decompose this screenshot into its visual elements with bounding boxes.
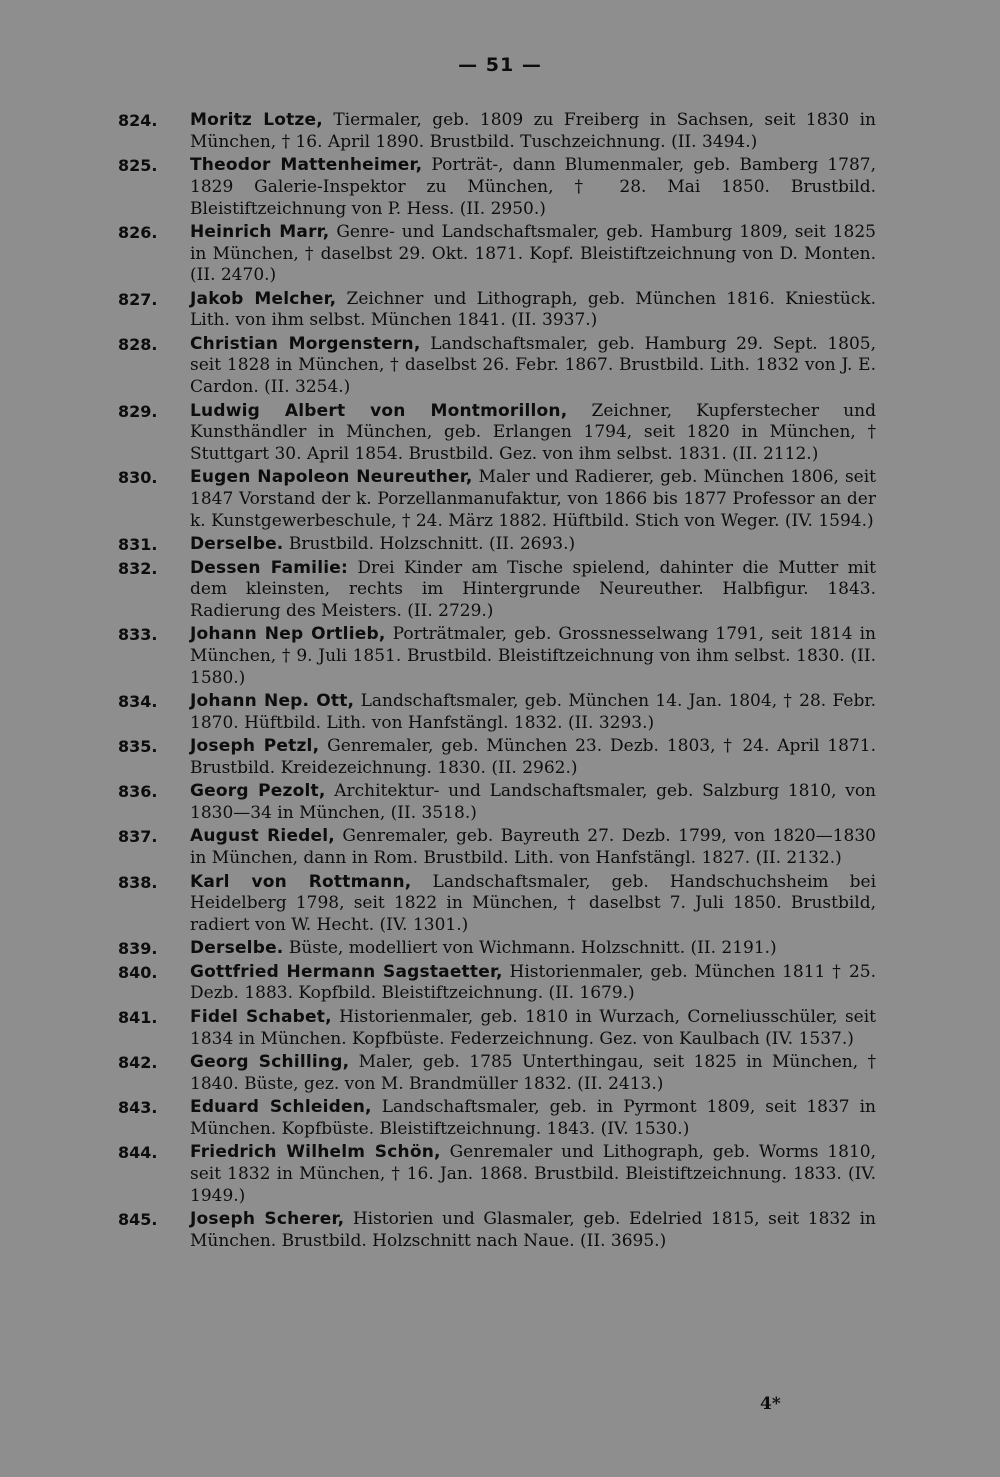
entry-description: Genremaler, geb. München 23. Dezb. 1803, † 24. April 1871. Brustbild. Kreidezeichnung. 1830. (II. 2962.) bbox=[190, 736, 876, 778]
entry-name: Moritz Lotze, bbox=[190, 110, 323, 130]
entry-description: Historien und Glasmaler, geb. Edelried 1815, seit 1832 in München. Brustbild. Holzschnitt nach Naue. (II. 3695.) bbox=[190, 1208, 876, 1251]
catalog-entry bbox=[118, 467, 876, 532]
entry-name: Joseph Petzl, bbox=[190, 736, 320, 757]
entry-number: 841. bbox=[118, 1007, 158, 1027]
entry-number: 828. bbox=[118, 334, 158, 354]
entry-name: Eduard Schleiden, bbox=[190, 1097, 372, 1117]
entry-description: Tiermaler, geb. 1809 zu Freiberg in Sachsen, seit 1830 in München, † 16. April 1890. Brustbild. Tuschzeichnung. (II. 3494.) bbox=[190, 110, 877, 152]
entry-name: Georg Pezolt, bbox=[190, 781, 326, 802]
catalog-entry bbox=[118, 1142, 876, 1207]
entry-number: 831. bbox=[118, 535, 158, 555]
entry-number: 844. bbox=[118, 1143, 158, 1163]
entry-number: 840. bbox=[118, 962, 158, 982]
entry-name: Ludwig Albert von Montmorillon, bbox=[190, 400, 568, 421]
entry-number: 845. bbox=[118, 1209, 158, 1229]
catalog-entry bbox=[118, 534, 876, 556]
catalog-entry bbox=[118, 558, 876, 623]
entry-description: Landschaftsmaler, geb. in Pyrmont 1809, seit 1837 in München. Kopfbüste. Bleistiftzeichnung. 1843. (IV. 1530.) bbox=[190, 1097, 877, 1139]
catalog-entry bbox=[118, 1209, 876, 1252]
catalog-entry bbox=[118, 1097, 876, 1140]
entry-number: 826. bbox=[118, 222, 158, 242]
entry-description: Historienmaler, geb. 1810 in Wurzach, Corneliusschüler, seit 1834 in München. Kopfbüste. Federzeichnung. Gez. von Kaulbach (IV. 1537.) bbox=[190, 1006, 876, 1049]
catalog-entry bbox=[118, 736, 876, 779]
entry-number: 835. bbox=[118, 737, 158, 757]
entry-description: Zeichner und Lithograph, geb. München 1816. Kniestück. Lith. von ihm selbst. München 1841. (II. 3937.) bbox=[190, 288, 876, 331]
catalog-entry bbox=[118, 222, 876, 287]
entry-name: Joseph Scherer, bbox=[190, 1208, 345, 1229]
entry-description: Büste, modelliert von Wichmann. Holzschnitt. (II. 2191.) bbox=[288, 938, 777, 959]
signature-mark: 4* bbox=[760, 1394, 781, 1414]
entry-number: 830. bbox=[118, 468, 158, 488]
catalog-entry bbox=[118, 872, 876, 937]
entry-number: 842. bbox=[118, 1052, 158, 1072]
page-number: — 51 — bbox=[458, 54, 542, 76]
entry-number: 836. bbox=[118, 782, 158, 802]
entry-name: Fidel Schabet, bbox=[190, 1006, 332, 1027]
entry-number: 825. bbox=[118, 156, 158, 176]
entry-number: 834. bbox=[118, 692, 158, 712]
catalog-entry bbox=[118, 289, 876, 332]
entry-number: 837. bbox=[118, 827, 158, 847]
catalog-entry bbox=[118, 691, 876, 734]
entry-name: Friedrich Wilhelm Schön, bbox=[190, 1142, 441, 1163]
entry-name: Jakob Melcher, bbox=[190, 288, 337, 309]
entry-description: Landschaftsmaler, geb. Handschuchsheim bei Heidelberg 1798, seit 1822 in München, † daselbst 7. Juli 1850. Brustbild, radiert von W. Hecht. (IV. 1301.) bbox=[190, 871, 877, 935]
entry-number: 827. bbox=[118, 289, 158, 309]
entry-description: Porträtmaler, geb. Grossnesselwang 1791, seit 1814 in München, † 9. Juli 1851. Brustbild. Bleistiftzeichnung von ihm selbst. 1830. (II. 1580.) bbox=[190, 624, 876, 688]
entry-name: Gottfried Hermann Sagstaetter, bbox=[190, 961, 503, 982]
entry-description: Zeichner, Kupferstecher und Kunsthändler in München, geb. Erlangen 1794, seit 1820 in München, † Stuttgart 30. April 1854. Brustbild. Gez. von ihm selbst. 1831. (II. 2112.) bbox=[190, 400, 876, 464]
entry-description: Genremaler und Lithograph, geb. Worms 1810, seit 1832 in München, † 16. Jan. 1868. Brustbild. Bleistiftzeichnung. 1833. (IV. 1949.) bbox=[190, 1142, 876, 1206]
catalog-entry bbox=[118, 938, 876, 960]
entry-description: Maler und Radierer, geb. München 1806, seit 1847 Vorstand der k. Porzellanmanufaktur, von 1866 bis 1877 Professor an der k. Kunstgewerbeschule, † 24. März 1882. Hüftbild. Stich von Weger. (IV. 1594.) bbox=[190, 467, 877, 531]
entry-name: Johann Nep. Ott, bbox=[190, 691, 355, 712]
entry-description: Porträt-, dann Blumenmaler, geb. Bamberg 1787, 1829 Galerie-Inspektor zu München, † 28. Mai 1850. Brustbild. Bleistiftzeichnung von P. Hess. (II. 2950.) bbox=[190, 155, 876, 219]
entry-description: Architektur- und Landschaftsmaler, geb. Salzburg 1810, von 1830—34 in München, (II. 3518.) bbox=[190, 781, 877, 824]
entry-description: Drei Kinder am Tische spielend, dahinter die Mutter mit dem kleinsten, rechts im Hintergrunde Neureuther. Halbfigur. 1843. Radierung des Meisters. (II. 2729.) bbox=[190, 557, 877, 621]
entry-description: Genremaler, geb. Bayreuth 27. Dezb. 1799, von 1820—1830 in München, dann in Rom. Brustbild. Lith. von Hanfstängl. 1827. (II. 2132.) bbox=[190, 826, 876, 869]
catalog-entry bbox=[118, 962, 876, 1005]
entry-name: August Riedel, bbox=[190, 826, 335, 847]
catalog-entry bbox=[118, 1007, 876, 1050]
entry-description: Landschaftsmaler, geb. Hamburg 29. Sept. 1805, seit 1828 in München, † daselbst 26. Febr. 1867. Brustbild. Lith. 1832 von J. E. Cardon. (II. 3254.) bbox=[190, 333, 877, 398]
entry-number: 843. bbox=[118, 1098, 158, 1117]
entry-description: Genre- und Landschaftsmaler, geb. Hamburg 1809, seit 1825 in München, † daselbst 29. Okt. 1871. Kopf. Bleistiftzeichnung von D. Monten. (II. 2470.) bbox=[190, 221, 877, 286]
entry-number: 833. bbox=[118, 625, 158, 645]
catalog-entry bbox=[118, 624, 876, 689]
entry-name: Dessen Familie: bbox=[190, 557, 348, 578]
catalog-entry bbox=[118, 401, 876, 466]
entry-name: Karl von Rottmann, bbox=[190, 871, 412, 892]
entry-name: Eugen Napoleon Neureuther, bbox=[190, 467, 473, 488]
entry-name: Theodor Mattenheimer, bbox=[190, 155, 423, 176]
catalog-entry bbox=[118, 334, 876, 399]
entry-number: 838. bbox=[118, 872, 158, 892]
entry-description: Landschaftsmaler, geb. München 14. Jan. 1804, † 28. Febr. 1870. Hüftbild. Lith. von Hanfstängl. 1832. (II. 3293.) bbox=[190, 691, 877, 733]
catalog-entry bbox=[118, 155, 876, 220]
entry-name: Derselbe. bbox=[190, 938, 284, 959]
entry-description: Historienmaler, geb. München 1811 † 25. Dezb. 1883. Kopfbild. Bleistiftzeichnung. (II. 1679.) bbox=[190, 961, 876, 1004]
entry-name: Johann Nep Ortlieb, bbox=[190, 624, 386, 645]
entry-number: 824. bbox=[118, 111, 158, 130]
entry-number: 832. bbox=[118, 558, 158, 578]
catalog-entry bbox=[118, 826, 876, 869]
catalog-entry bbox=[118, 110, 876, 153]
entry-number: 839. bbox=[118, 939, 158, 959]
entry-name: Christian Morgenstern, bbox=[190, 333, 421, 354]
catalog-entry bbox=[118, 781, 876, 824]
entry-description: Brustbild. Holzschnitt. (II. 2693.) bbox=[288, 534, 576, 555]
entry-name: Derselbe. bbox=[190, 534, 284, 555]
entry-name: Georg Schilling, bbox=[190, 1051, 350, 1072]
entry-number: 829. bbox=[118, 401, 158, 421]
catalog-entry bbox=[118, 1052, 876, 1095]
entry-description: Maler, geb. 1785 Unterthingau, seit 1825 in München, † 1840. Büste, gez. von M. Brandmüller 1832. (II. 2413.) bbox=[190, 1051, 876, 1094]
catalog-entries bbox=[118, 110, 876, 1254]
entry-name: Heinrich Marr, bbox=[190, 221, 330, 242]
